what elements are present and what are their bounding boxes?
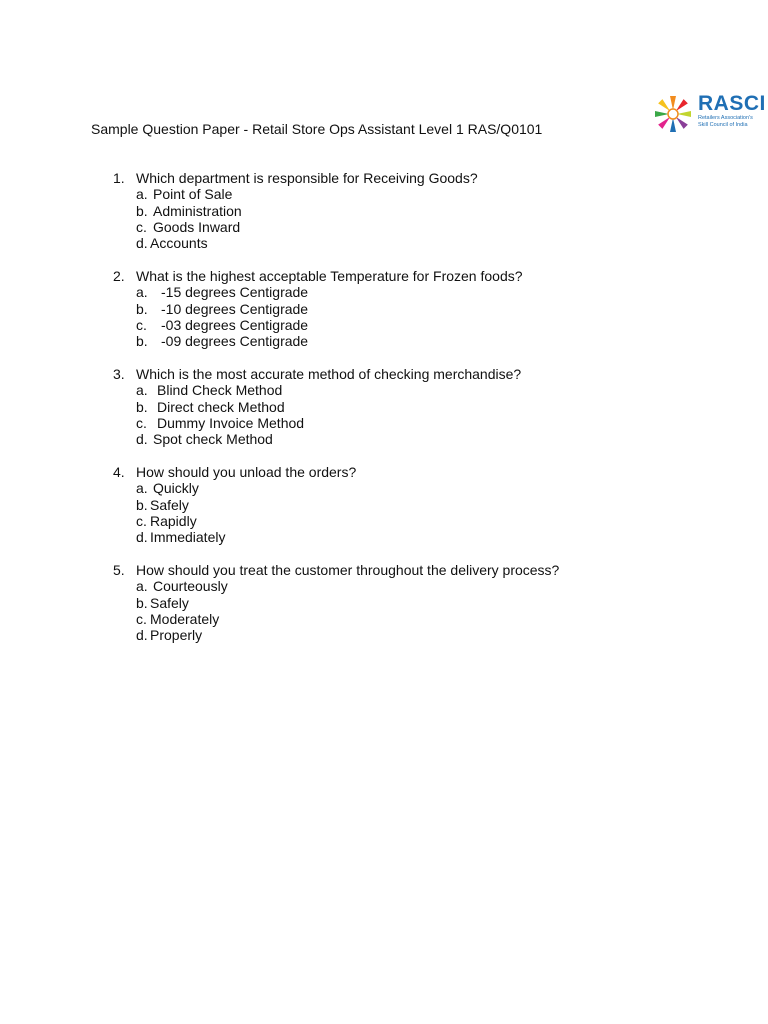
option: b. Administration — [136, 202, 242, 219]
option: c. Goods Inward — [136, 218, 241, 235]
question-text: Which is the most accurate method of checking merchandise? — [136, 366, 522, 382]
option: d. Spot check Method — [136, 431, 273, 448]
question-text: What is the highest acceptable Temperature for Frozen foods? — [136, 268, 523, 284]
option: b. Safely — [136, 496, 189, 513]
page-title: Sample Question Paper - Retail Store Ops Assistant Level 1 RAS/Q0101 — [91, 121, 543, 137]
option: a. Courteously — [136, 578, 228, 595]
question-text: Which department is responsible for Receiving Goods? — [136, 170, 478, 186]
option: d. Immediately — [136, 529, 226, 546]
question-number: 3. — [113, 366, 125, 382]
option: b. -10 degrees Centigrade — [136, 300, 309, 317]
option: d. Properly — [136, 627, 203, 644]
option: a. Point of Sale — [136, 186, 233, 203]
option: a. Quickly — [136, 480, 199, 497]
option: a. -15 degrees Centigrade — [136, 284, 309, 301]
option: c. -03 degrees Centigrade — [136, 316, 309, 333]
option: c. Rapidly — [136, 512, 197, 529]
option: c. Dummy Invoice Method — [136, 414, 305, 431]
question-number: 5. — [113, 562, 125, 578]
option: c. Moderately — [136, 610, 220, 627]
question-number: 1. — [113, 170, 125, 186]
rasci-emblem-icon — [651, 92, 697, 138]
option: b. -09 degrees Centigrade — [136, 333, 309, 350]
option: b. Direct check Method — [136, 398, 285, 415]
logo-subtitle: Retailers Association's Skill Council of India — [698, 115, 753, 128]
question-number: 4. — [113, 464, 125, 480]
rasci-logo — [651, 92, 766, 138]
question-number: 2. — [113, 268, 125, 284]
option: b. Safely — [136, 594, 189, 611]
question-text: How should you unload the orders? — [136, 464, 357, 480]
question-text: How should you treat the customer throughout the delivery process? — [136, 562, 560, 578]
option: a. Blind Check Method — [136, 382, 283, 399]
option: d. Accounts — [136, 235, 208, 252]
logo-wordmark: RASCI — [698, 92, 766, 115]
